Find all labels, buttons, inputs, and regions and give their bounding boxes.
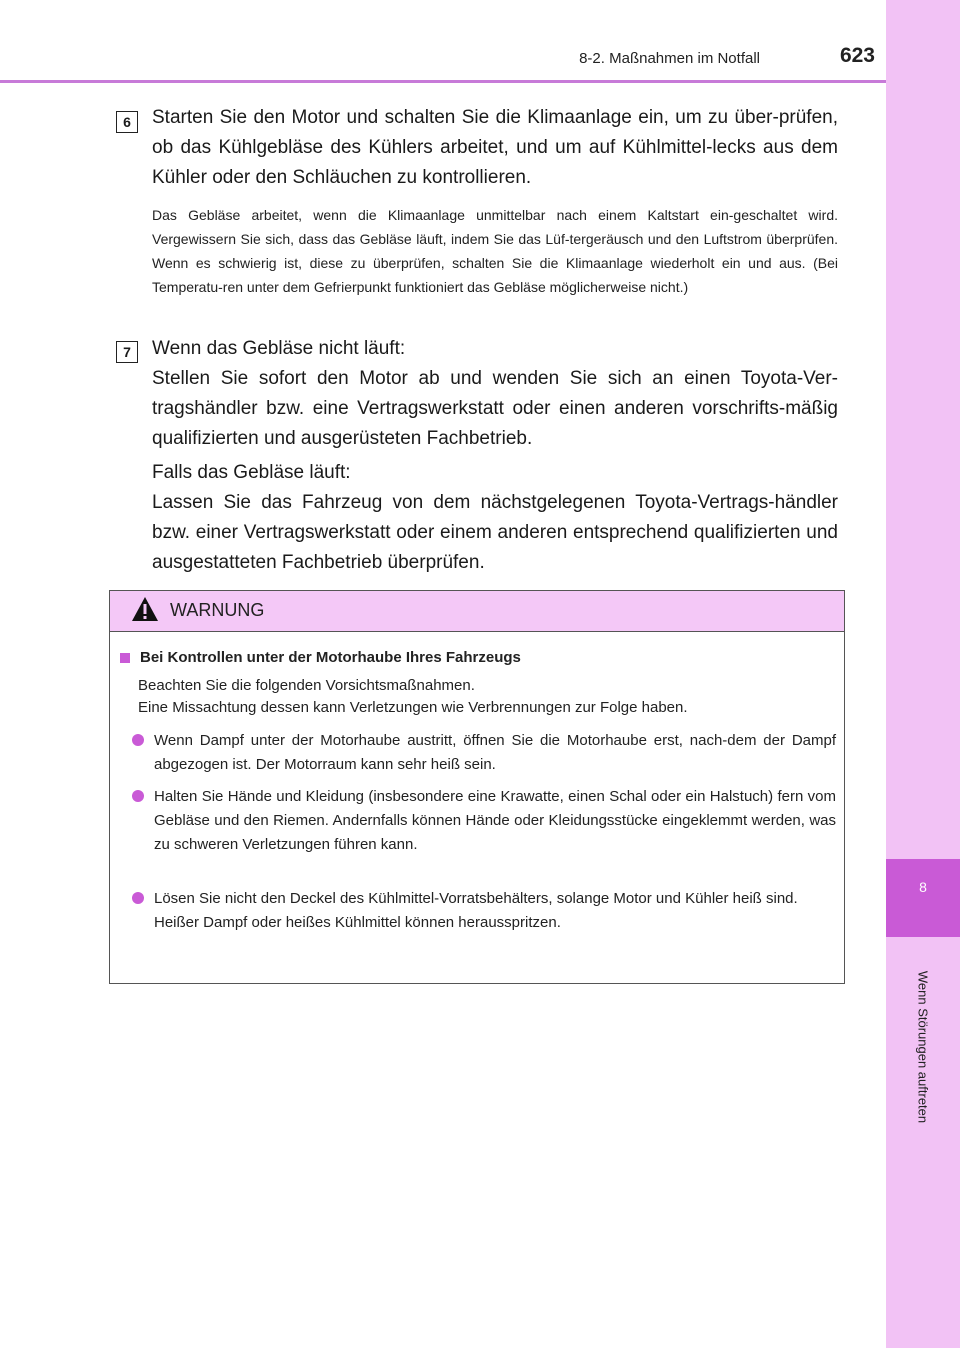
warning-intro <box>138 675 838 719</box>
warning-header <box>110 591 844 632</box>
warning-bullet-3-text <box>154 887 836 935</box>
warning-box <box>109 590 845 984</box>
chapter-number-box <box>886 859 960 937</box>
warning-intro-line-1: Beachten Sie die folgenden Vorsichtsmaßnahmen. <box>138 677 475 694</box>
step-number-6: 6 <box>116 111 138 133</box>
warning-subheading <box>120 649 521 666</box>
step-7-condition-running: Falls das Gebläse läuft: <box>152 462 351 483</box>
step-6-note: Das Gebläse arbeitet, wenn die Klimaanlage unmittelbar nach einem Kaltstart ein-geschaltet wird. Vergewissern Sie sich, dass das Gebläse läuft, indem Sie das Lüf-tergeräusch und den Luftstrom überprüfen. Wenn es schwierig ist, diese zu überprüfen, schalten Sie die Klimaanlage wiederholt ein und aus. (Bei Temperatu-ren unter dem Gefrierpunkt funktioniert das Gebläse möglicherweise nicht.) <box>152 207 838 295</box>
warning-triangle-icon <box>130 595 160 623</box>
circle-bullet-icon <box>132 790 144 802</box>
step-7-action-running: Lassen Sie das Fahrzeug von dem nächstgelegenen Toyota-Vertrags-händler bzw. einer Vertragswerkstatt oder einem anderen entsprechend qualifizierten und ausgestatteten Fachbetrieb überprüfen. <box>152 492 838 573</box>
step-7-action-not-running: Stellen Sie sofort den Motor ab und wenden Sie sich an einen Toyota-Ver-tragshändler bzw. eine Vertragswerkstatt oder einen anderen vorschrifts-mäßig qualifizierten und ausgerüsteten Fachbetrieb. <box>152 368 838 449</box>
section-title: 8-2. Maßnahmen im Notfall <box>579 50 760 67</box>
step-6-text: Starten Sie den Motor und schalten Sie die Klimaanlage ein, um zu über-prüfen, ob das Kühlgebläse des Kühlers arbeitet, und um auf Kühlmittel-lecks aus dem Kühler oder den Schläuchen zu kontrollieren. <box>152 107 838 188</box>
step-number-7: 7 <box>116 341 138 363</box>
header-rule <box>0 80 886 83</box>
chapter-side-tab <box>886 0 960 1348</box>
square-bullet-icon <box>120 653 130 663</box>
circle-bullet-icon <box>132 892 144 904</box>
warning-subheading-text: Bei Kontrollen unter der Motorhaube Ihres Fahrzeugs <box>140 649 521 666</box>
step-7-condition-not-running: Wenn das Gebläse nicht läuft: <box>152 338 406 359</box>
warning-bullet-1-text: Wenn Dampf unter der Motorhaube austritt, öffnen Sie die Motorhaube erst, nach-dem der Dampf abgezogen ist. Der Motorraum kann sehr heiß sein. <box>154 732 836 773</box>
circle-bullet-icon <box>132 734 144 746</box>
warning-bullet-3-line-1: Lösen Sie nicht den Deckel des Kühlmittel-Vorratsbehälters, solange Motor und Kühler heiß sind. <box>154 890 798 907</box>
warning-title: WARNUNG <box>170 600 265 620</box>
warning-intro-line-2: Eine Missachtung dessen kann Verletzungen wie Verbrennungen zur Folge haben. <box>138 699 688 716</box>
warning-bullet-2-text: Halten Sie Hände und Kleidung (insbesondere eine Krawatte, einen Schal oder ein Halstuch) fern vom Gebläse und den Riemen. Andernfalls können Hände oder Kleidungsstücke eingeklemmt werden, was zu schweren Verletzungen führen kann. <box>154 788 836 853</box>
chapter-number: 8 <box>919 879 927 895</box>
warning-bullet-3-line-2: Heißer Dampf oder heißes Kühlmittel können herausspritzen. <box>154 914 561 931</box>
chapter-label: Wenn Störungen auftreten <box>915 970 931 1124</box>
page-number: 623 <box>839 44 875 67</box>
